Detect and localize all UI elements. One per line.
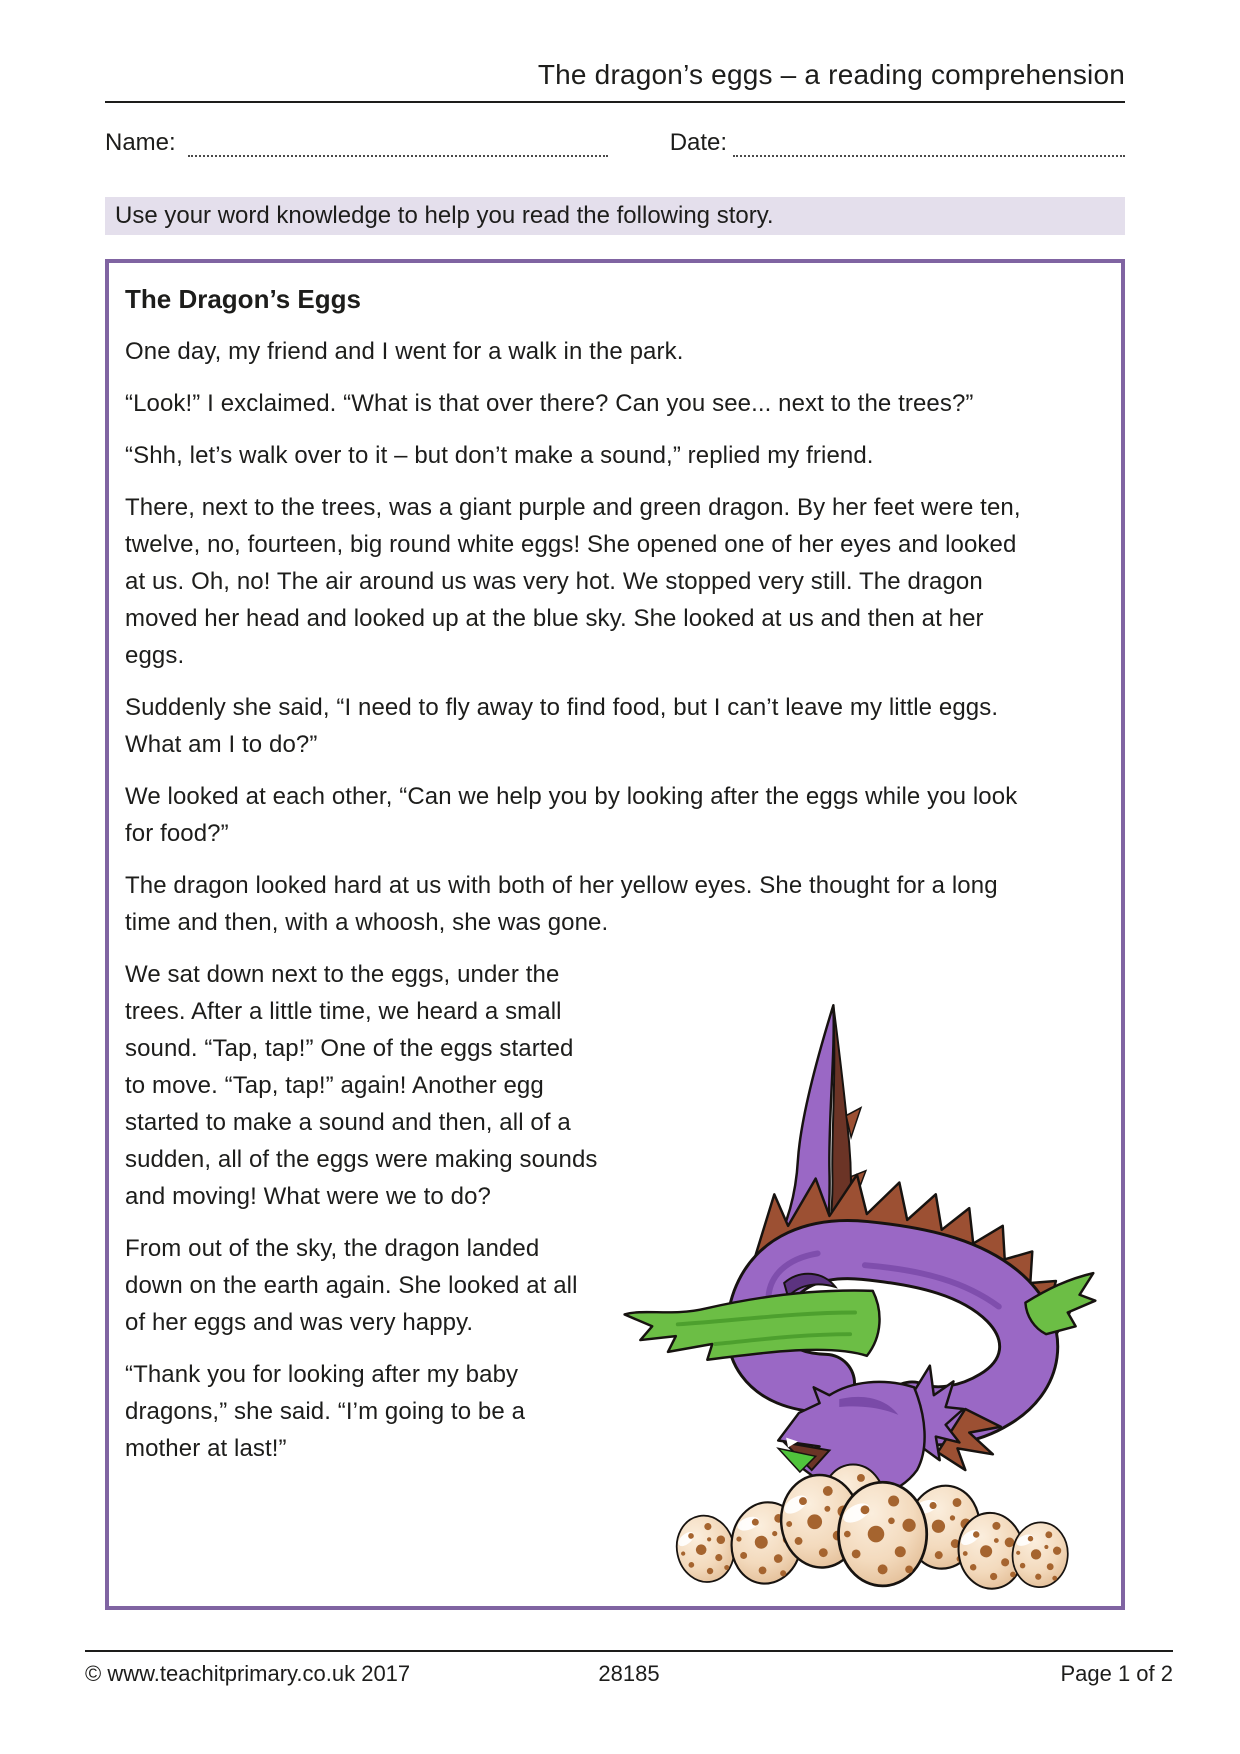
page-content: [105, 0, 1125, 1610]
dragon-illustration-svg: [610, 958, 1105, 1603]
footer-page-number: Page 1 of 2: [1060, 1661, 1174, 1686]
egg-clutch: [671, 1465, 1071, 1592]
story-paragraph: We looked at each other, “Can we help you by looking after the eggs while you look for food?”: [125, 783, 1018, 847]
dragon-left-wing: [625, 1291, 880, 1360]
story-paragraph: There, next to the trees, was a giant purple and green dragon. By her feet were ten, twelve, no, fourteen, big round white eggs! She opened one of her eyes and looked at us. Oh, no! The air around us was very hot. We stopped very still. The dragon moved her head and looked up at the blue sky. She looked at us and then at her eggs.: [125, 494, 1021, 669]
story-paragraph: “Shh, let’s walk over to it – but don’t make a sound,” replied my friend.: [125, 442, 874, 469]
story-paragraph: From out of the sky, the dragon landed down on the earth again. She looked at all of her eggs and was very happy.: [125, 1235, 578, 1336]
dragon-and-eggs-illustration: [610, 958, 1105, 1603]
date-field: [733, 131, 1125, 157]
page-footer: [85, 1650, 1173, 1687]
instruction-banner: Use your word knowledge to help you read the following story.: [105, 197, 1125, 235]
story-title: The Dragon’s Eggs: [125, 284, 361, 314]
story-paragraph: “Thank you for looking after my baby dragons,” she said. “I’m going to be a mother at last!”: [125, 1361, 526, 1462]
footer-resource-id: 28185: [598, 1661, 660, 1686]
story-box: [105, 259, 1125, 1610]
title-divider: [105, 101, 1125, 103]
name-date-row: [105, 125, 1125, 157]
story-paragraph: The dragon looked hard at us with both of her yellow eyes. She thought for a long time and then, with a whoosh, she was gone.: [125, 872, 998, 936]
name-label: Name:: [105, 129, 176, 156]
story-paragraph: “Look!” I exclaimed. “What is that over there? Can you see... next to the trees?”: [125, 390, 974, 417]
story-paragraph: Suddenly she said, “I need to fly away to find food, but I can’t leave my little eggs. What am I to do?”: [125, 694, 999, 758]
date-label: Date:: [669, 129, 728, 156]
story-paragraph: We sat down next to the eggs, under the trees. After a little time, we heard a small sound. “Tap, tap!” One of the eggs started to move. “Tap, tap!” again! Another egg started to make a sound and then, all of a sudden, all of the eggs were making sounds and moving! What were we to do?: [125, 961, 598, 1210]
footer-copyright: © www.teachitprimary.co.uk 2017: [85, 1661, 411, 1686]
story-paragraph: One day, my friend and I went for a walk in the park.: [125, 338, 684, 365]
name-field: [188, 131, 608, 157]
document-title: The dragon’s eggs – a reading comprehension: [537, 59, 1125, 90]
